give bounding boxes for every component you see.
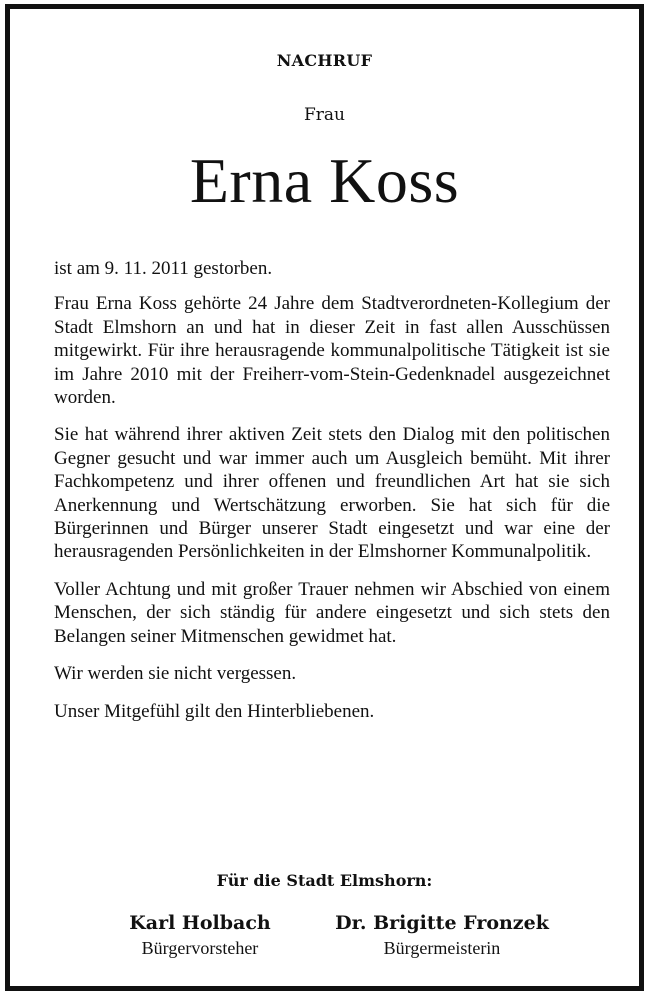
date-of-death-line: ist am 9. 11. 2011 gestorben. <box>54 258 273 279</box>
paragraph-character: Sie hat während ihrer aktiven Zeit stets den Dialog mit den politischen Gegner gesucht und war immer auch um Ausgleich bemüht. Mit ihrer Fachkompetenz und ihrer offenen und freundlichen Art hat sie sich Anerkennung und Wertschätzung erworben. Sie hat sich für die Bürgerinnen und Bürger unserer Stadt eingesetzt und war eine der herausragenden Persönlichkeiten in der Elmshorner Kommunalpolitik. <box>54 424 610 563</box>
paragraph-condolences: Unser Mitgefühl gilt den Hinterbliebenen. <box>54 700 375 722</box>
salutation: Frau <box>303 105 345 125</box>
signatory-role: Bürgervorsteher <box>141 938 259 958</box>
signatory-left <box>110 911 290 961</box>
signatory-role: Bürgermeisterin <box>383 938 501 958</box>
closing-organization: Für die Stadt Elmshorn: <box>216 871 433 890</box>
paragraph-career: Frau Erna Koss gehörte 24 Jahre dem Stadtverordneten-Kollegium der Stadt Elmshorn an und hat in dieser Zeit in fast allen Ausschüssen mitgewirkt. Für ihre herausragende kommunalpolitische Tätigkeit ist sie im Jahre 2010 mit der Freiherr-vom-Stein-Gedenknadel ausgezeichnet worden. <box>54 293 610 409</box>
obituary-notice <box>5 4 644 991</box>
paragraph-remembrance: Wir werden sie nicht vergessen. <box>54 663 297 685</box>
signatory-name: Karl Holbach <box>129 912 271 934</box>
signatory-name: Dr. Brigitte Fronzek <box>335 912 549 934</box>
deceased-name: Erna Koss <box>189 145 460 216</box>
signatory-right <box>324 911 560 961</box>
notice-body <box>54 257 610 737</box>
paragraph-farewell: Voller Achtung und mit großer Trauer nehmen wir Abschied von einem Menschen, der sich ständig für andere eingesetzt und sich stets den Belangen seiner Mitmenschen gewidmet hat. <box>54 578 610 647</box>
notice-heading: NACHRUF <box>276 51 373 70</box>
